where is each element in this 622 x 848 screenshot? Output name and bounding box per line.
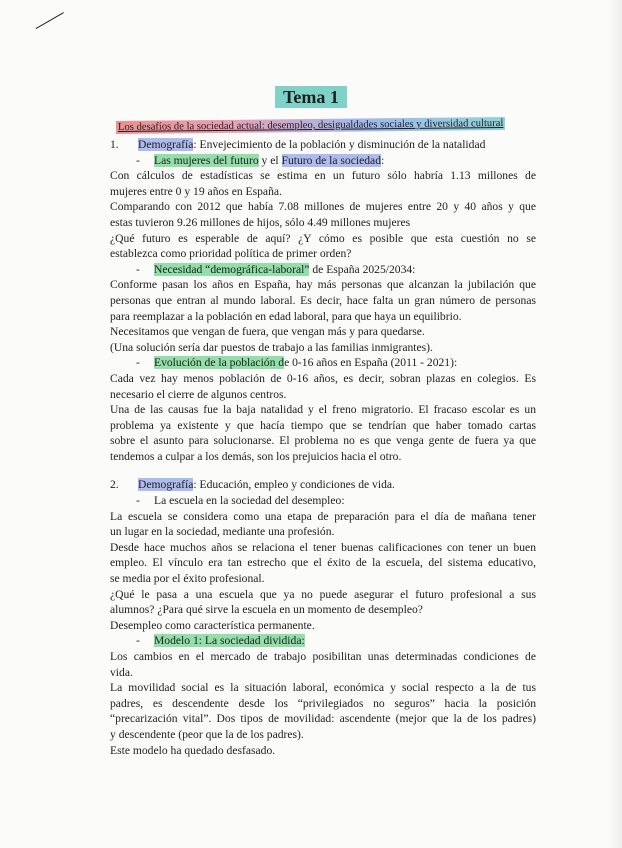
paragraph-line: (Una solución sería dar puestos de trabajo a las familias inmigrantes). <box>110 340 433 354</box>
bullet-text: e 0-16 años en España (2011 - 2021): <box>284 356 458 370</box>
page-edge-shadow <box>608 0 622 848</box>
section-1-number: 1. <box>110 138 119 151</box>
paragraph-line: mujeres entre 0 y 19 años en España. <box>110 184 282 198</box>
bullet-highlight: Evolución de la población d <box>154 356 285 370</box>
section-1-heading-text: : Envejecimiento de la población y disminución de la natalidad <box>193 138 486 151</box>
paragraph-line: para reemplazar a la población en edad laboral, para que haya un equilibrio. <box>110 309 462 323</box>
section-2-heading <box>110 477 536 493</box>
bullet-text: y el <box>258 153 282 167</box>
dash-marker: - <box>136 356 140 370</box>
paragraph-line: Necesitamos que vengan de fuera, que vengan más y para quedarse. <box>110 325 425 339</box>
bullet-highlight: Las mujeres del futuro <box>154 153 259 167</box>
paragraph-line: ¿Qué futuro es esperable de aquí? ¿Y cómo es posible que esta cuestión no se <box>110 231 536 245</box>
paragraph-line: Desde hace muchos años se relaciona el tener buenas calificaciones con tener un buen <box>110 540 536 554</box>
subtitle-container <box>116 115 505 133</box>
paragraph-line: Los cambios en el mercado de trabajo posibilitan unas determinadas condiciones de <box>110 650 536 663</box>
paragraph-line: y descendente (peor que la de los padres). <box>110 727 304 741</box>
section-2-label: Demografía <box>138 478 194 492</box>
bullet-text: : <box>381 153 385 167</box>
paragraph-line: Este modelo ha quedado desfasado. <box>110 743 276 757</box>
paragraph-line: empleo. El vínculo era tan estrecho que el éxito de la escuela, del sistema educativo, <box>110 556 536 570</box>
paragraph-line: estas tuvieron 9.26 millones de hijos, sólo 4.49 millones mujeres <box>110 215 411 229</box>
paragraph-line: ¿Qué le pasa a una escuela que ya no puede asegurar el futuro profesional a sus <box>110 587 536 601</box>
paragraph-line: necesario el cierre de algunos centros. <box>110 387 287 401</box>
section-1-heading <box>110 137 536 153</box>
section-1-bullet-3 <box>110 355 536 371</box>
page-title: Tema 1 <box>275 86 347 108</box>
dash-marker: - <box>136 153 140 167</box>
paragraph-line: tendemos a culpar a los demás, son los prejuicios hacia el otro. <box>110 449 402 463</box>
paragraph-line: alumnos? ¿Para qué sirve la escuela en un momento de desempleo? <box>110 603 423 617</box>
page-subtitle: Los desafíos de la sociedad actual: desempleo, desigualdades sociales y diversidad cultural <box>116 117 505 134</box>
paragraph-line: establezca como prioridad política de primer orden? <box>110 247 352 261</box>
paragraph-line: sobre el asunto para solucionarse. El problema no es que venga gente de fuera ya que <box>110 434 536 448</box>
section-1-bullet-2 <box>110 262 536 278</box>
section-2-heading-text: : Educación, empleo y condiciones de vida. <box>193 478 395 492</box>
paragraph-line: Una de las causas fue la baja natalidad y el freno migratorio. El fracaso escolar es un <box>110 403 536 417</box>
section-2-number: 2. <box>110 478 119 492</box>
paragraph-line: La escuela se considera como una etapa de preparación para el día de mañana tener <box>110 509 536 523</box>
paragraph-line: un lugar en la sociedad, mediante una profesión. <box>110 525 335 539</box>
pen-mark <box>36 12 64 29</box>
paragraph-line: Desempleo como característica permanente. <box>110 618 315 632</box>
section-2-bullet-1 <box>110 493 536 509</box>
dash-marker: - <box>136 262 140 276</box>
paragraph-line: “precarización vital”. Dos tipos de movilidad: ascendente (mejor que la de los padres) <box>110 712 536 726</box>
document-body <box>110 137 536 758</box>
section-1-bullet-1 <box>110 153 536 169</box>
bullet-highlight: Necesidad “demográfica-laboral” <box>154 262 310 276</box>
paragraph-line: Con cálculos de estadísticas se estima en un futuro sólo habría 1.13 millones de <box>110 169 536 183</box>
dash-marker: - <box>136 634 140 648</box>
section-2-bullet-2 <box>110 633 536 649</box>
paragraph-line: problema ya existente y que hacía tiempo que se tendrían que haber tomado cartas <box>110 418 536 432</box>
bullet-text: La escuela en la sociedad del desempleo: <box>154 494 345 508</box>
title-container <box>0 86 622 108</box>
paragraph-line: Cada vez hay menos población de 0-16 años, es decir, sobran plazas en colegios. Es <box>110 371 536 385</box>
section-gap <box>110 464 536 477</box>
paragraph-line: vida. <box>110 665 133 679</box>
section-1-label: Demografía <box>138 138 194 151</box>
paragraph-line: Comparando con 2012 que había 7.08 millones de mujeres entre 20 y 40 años y que <box>110 200 536 214</box>
paragraph-line: padres, es descendente desde los “privilegiados no seguros” hacia la posición <box>110 696 536 710</box>
paragraph-line: La movilidad social es la situación laboral, económica y social respecto a la de tus <box>110 681 536 695</box>
bullet-highlight: Modelo 1: La sociedad dividida: <box>154 634 305 648</box>
paragraph-line: Conforme pasan los años en España, hay más personas que alcanzan la jubilación que <box>110 278 536 292</box>
paragraph-line: personas que entran al mundo laboral. Es decir, hace falta un gran número de personas <box>110 293 536 307</box>
dash-marker: - <box>136 494 140 508</box>
paragraph-line: se media por el éxito profesional. <box>110 572 265 586</box>
bullet-highlight: Futuro de la sociedad <box>281 153 381 167</box>
bullet-text: de España 2025/2034: <box>309 262 416 276</box>
